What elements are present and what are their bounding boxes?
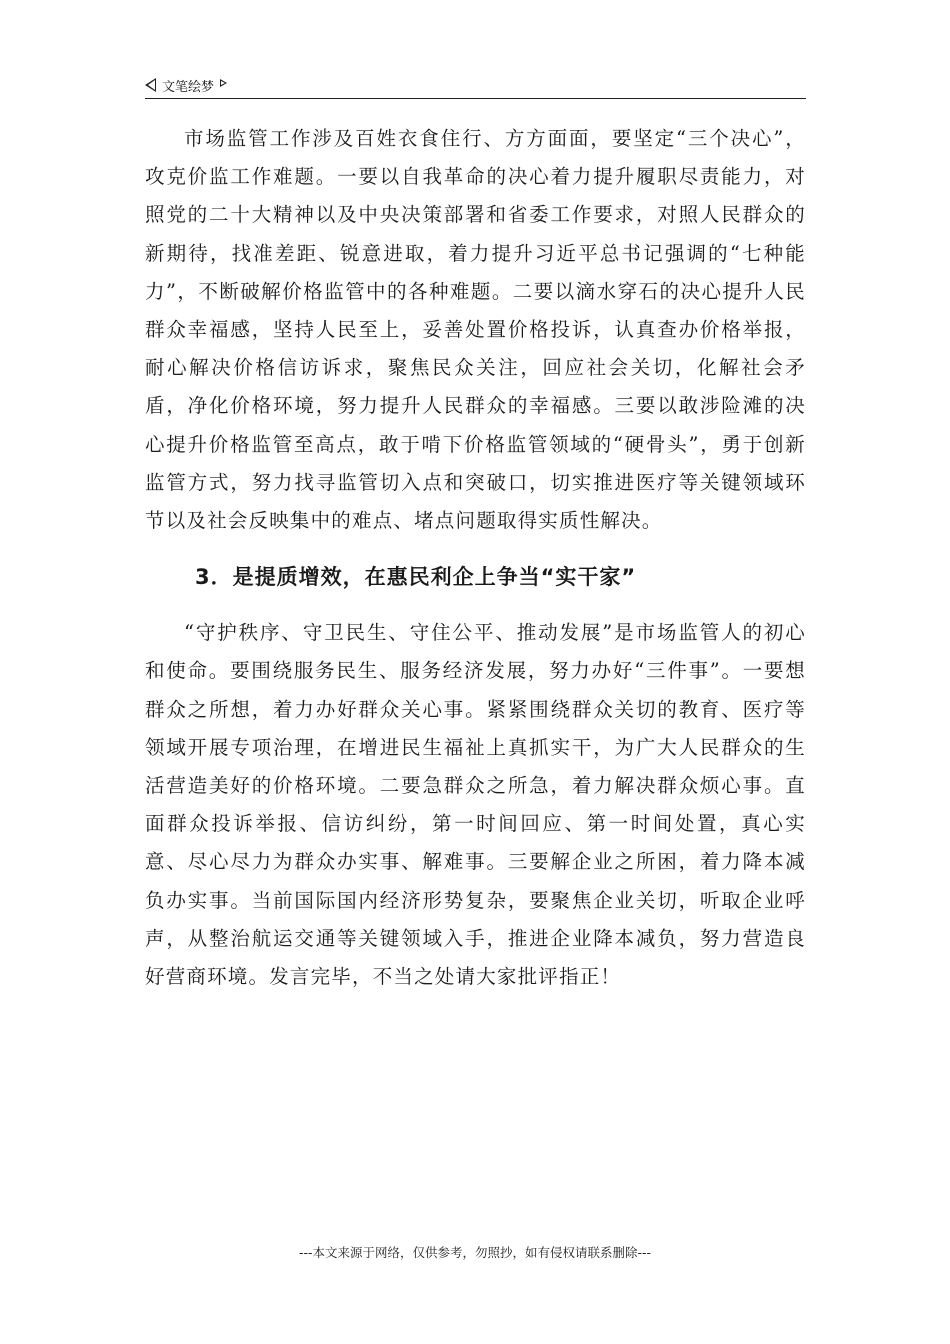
footer-notice: ---本文来源于网络，仅供参考，勿照抄，如有侵权请联系删除--- xyxy=(298,1245,652,1260)
document-body xyxy=(145,120,806,996)
header-brand-row xyxy=(145,74,806,96)
section-heading-3: 3．是提质增效，在惠民利企上争当“实干家” xyxy=(195,565,637,590)
paragraph-1: 市场监管工作涉及百姓衣食住行、方方面面，要坚定“三个决心”，攻克价监工作难题。一要以自我革命的决心着力提升履职尽责能力，对照党的二十大精神以及中央决策部署和省委工作要求，对照人民群众的新期待，找准差距、锐意进取，着力提升习近平总书记强调的“七种能力”，不断破解价格监管中的各种难题。二要以滴水穿石的决心提升人民群众幸福感，坚持人民至上，妥善处置价格投诉，认真查办价格举报，耐心解决价格信访诉求，聚焦民众关注，回应社会关切，化解社会矛盾，净化价格环境，努力提升人民群众的幸福感。三要以敢涉险滩的决心提升价格监管至高点，敢于啃下价格监管领域的“硬骨头”，勇于创新监管方式，努力找寻监管切入点和突破口，切实推进医疗等关键领域环节以及社会反映集中的难点、堵点问题取得实质性解决。 xyxy=(145,127,806,533)
header-brand: 文笔绘梦 xyxy=(162,79,215,95)
paragraph-2: “守护秩序、守卫民生、守住公平、推动发展”是市场监管人的初心和使命。要围绕服务民生、服务经济发展，努力办好“三件事”。一要想群众之所想，着力办好群众关心事。紧紧围绕群众关切的教育、医疗等领域开展专项治理，在增进民生福祉上真抓实干，为广大人民群众的生活营造美好的价格环境。二要急群众之所急，着力解决群众烦心事。直面群众投诉举报、信访纠纷，第一时间回应、第一时间处置，真心实意、尽心尽力为群众办实事、解难事。三要解企业之所困，着力降本减负办实事。当前国际国内经济形势复杂，要聚焦企业关切，听取企业呼声，从整治航运交通等关键领域入手，推进企业降本减负，努力营造良好营商环境。发言完毕，不当之处请大家批评指正！ xyxy=(145,621,806,989)
right-triangle-icon xyxy=(220,79,227,87)
left-triangle-icon xyxy=(145,78,156,92)
page-header xyxy=(145,74,806,99)
